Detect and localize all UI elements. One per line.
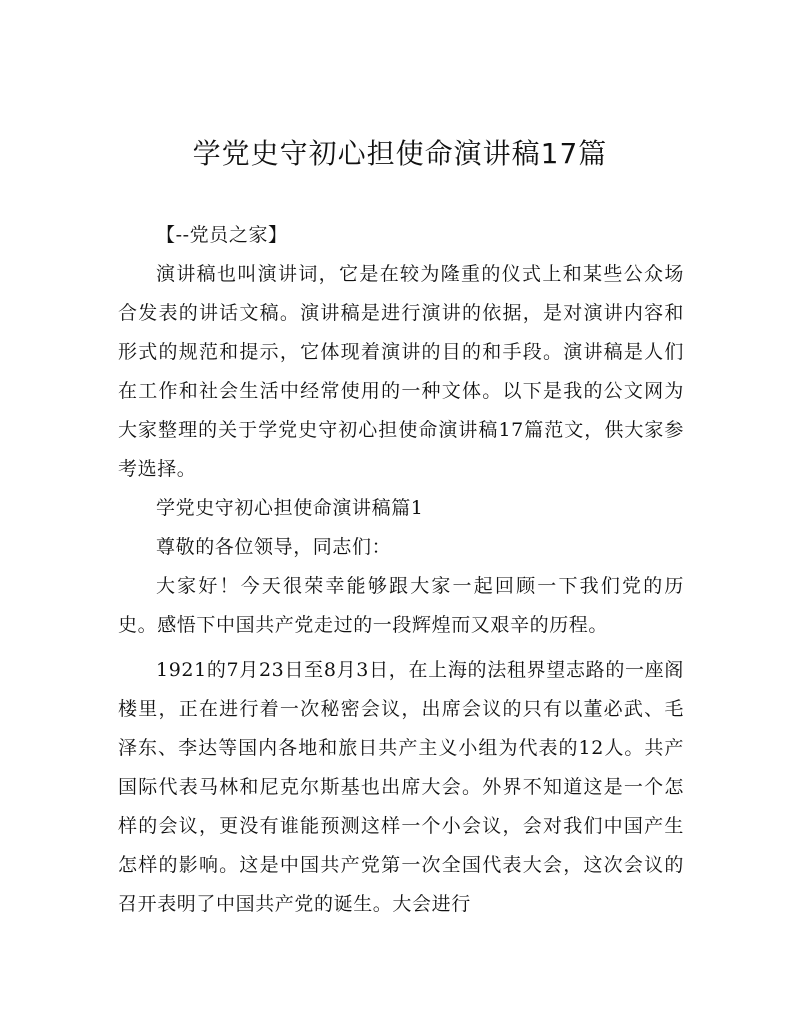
history-paragraph: 1921的7月23日至8月3日，在上海的法租界望志路的一座阁楼里，正在进行着一次秘密会议，出席会议的只有以董必武、毛泽东、李达等国内各地和旅日共产主义小组为代表的12人。共产国际代表马林和尼克尔斯基也出席大会。外界不知道这是一个怎样的会议，更没有谁能预测这样一个小会议，会对我们中国产生怎样的影响。这是中国共产党第一次全国代表大会，这次会议的召开表明了中国共产党的诞生。大会进行 — [118, 659, 684, 915]
intro-paragraph: 演讲稿也叫演讲词，它是在较为隆重的仪式上和某些公众场合发表的讲话文稿。演讲稿是进行演讲的依据，是对演讲内容和形式的规范和提示，它体现着演讲的目的和手段。演讲稿是人们在工作和社会生活中经常使用的一种文体。以下是我的公文网为大家整理的关于学党史守初心担使命演讲稿17篇范文，供大家参考选择。 — [118, 263, 684, 480]
section-heading: 学党史守初心担使命演讲稿篇1 — [156, 497, 424, 519]
document-title: 学党史守初心担使命演讲稿17篇 — [192, 137, 608, 170]
greeting-paragraph: 大家好！今天很荣幸能够跟大家一起回顾一下我们党的历史。感悟下中国共产党走过的一段辉煌而又艰辛的历程。 — [118, 575, 684, 636]
salutation: 尊敬的各位领导，同志们： — [156, 536, 392, 558]
document-body — [118, 216, 684, 924]
source-tag: 【--党员之家】 — [156, 224, 288, 246]
